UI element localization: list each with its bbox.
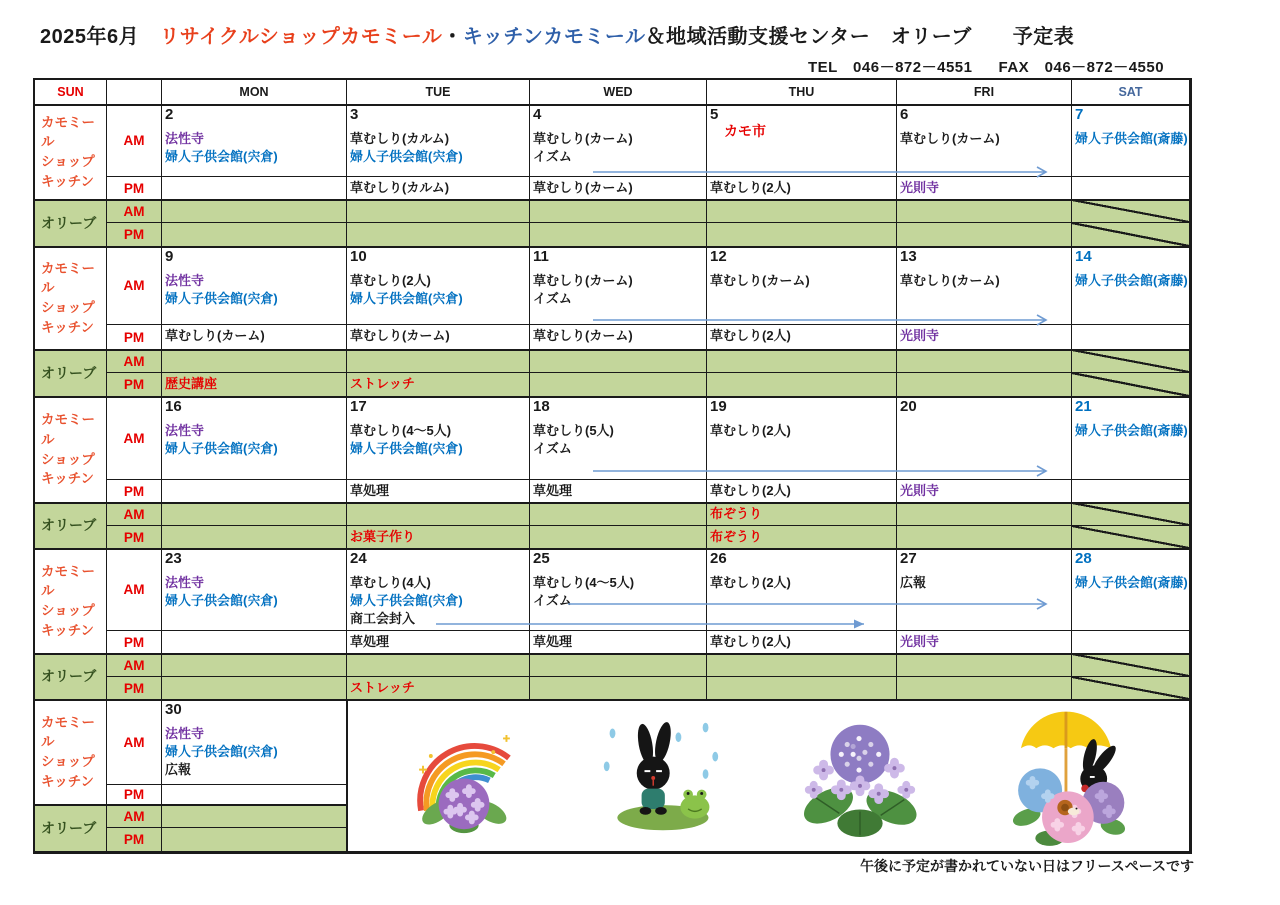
chamomile-label-line: ショップ xyxy=(41,603,95,618)
cell-date: 26 xyxy=(710,550,727,567)
event-text: 布ぞうり xyxy=(710,529,763,544)
chamomile-label-line: ショップ xyxy=(41,300,95,315)
cell-date: 10 xyxy=(350,248,367,265)
table-separator-line xyxy=(35,104,1190,106)
cell-date: 11 xyxy=(533,248,549,265)
event-text: 草むしり(カーム) xyxy=(350,328,450,343)
table-separator-line xyxy=(35,199,1190,201)
event-text: 草むしり(カーム) xyxy=(165,328,265,343)
cell-pm-mon xyxy=(162,177,347,200)
chamomile-label-line: ショップ xyxy=(41,754,95,769)
olive-label: オリーブ xyxy=(35,805,107,852)
table-separator-line xyxy=(35,653,1190,655)
cell-olive-pm-thu xyxy=(707,526,897,549)
title-kitchen: キッチンカモミール xyxy=(462,26,646,48)
cell-pm-fri xyxy=(897,177,1072,200)
table-separator-line xyxy=(35,548,1190,550)
cell-pm-tue xyxy=(347,325,530,350)
cell-date: 24 xyxy=(350,550,367,567)
cell-am-sat xyxy=(1072,105,1190,177)
event-text: 法性寺 xyxy=(165,273,205,288)
chamomile-shop-kitchen-label xyxy=(35,549,107,654)
header-SUN: SUN xyxy=(35,80,107,105)
cell-olive-pm-mon xyxy=(162,373,347,397)
table-separator-line xyxy=(35,246,1190,248)
cell-olive-pm-thu xyxy=(707,223,897,247)
cell-am-mon xyxy=(162,105,347,177)
event-text: 商工会封入 xyxy=(350,611,416,626)
am-label: AM xyxy=(107,397,162,480)
event-text: 草むしり(2人) xyxy=(710,575,791,590)
cell-olive-am-thu xyxy=(707,350,897,373)
am-label: AM xyxy=(107,549,162,631)
cell-am-mon xyxy=(162,397,347,480)
event-text: 光則寺 xyxy=(900,328,940,343)
chamomile-label-line: キッチン xyxy=(41,622,95,638)
cell-olive-pm-fri xyxy=(897,373,1072,397)
event-text: 婦人子供会館(宍倉) xyxy=(165,149,278,164)
pm-label: PM xyxy=(107,325,162,350)
cell-olive-pm-thu xyxy=(707,373,897,397)
cell-am-sat xyxy=(1072,247,1190,325)
cell-olive-pm-tue xyxy=(347,373,530,397)
event-text: 草処理 xyxy=(350,634,390,649)
event-text: 草むしり(4～5人) xyxy=(350,423,452,438)
event-text: 婦人子供会館(宍倉) xyxy=(165,593,278,608)
cell-olive-pm-mon xyxy=(162,828,347,852)
event-text: 草むしり(2人) xyxy=(350,273,431,288)
am-label: AM xyxy=(107,247,162,325)
cell-pm-thu xyxy=(707,480,897,503)
olive-am-label: AM xyxy=(107,805,162,828)
cell-olive-am-wed xyxy=(530,503,707,526)
event-text: イズム xyxy=(533,291,572,306)
table-separator-line xyxy=(35,396,1190,398)
cell-am-fri xyxy=(897,549,1072,631)
cell-pm-tue xyxy=(347,177,530,200)
event-text: 婦人子供会館(斎藤) xyxy=(1075,575,1188,590)
am-label: AM xyxy=(107,700,162,785)
cell-olive-am-tue xyxy=(347,200,530,223)
event-text: 婦人子供会館(宍倉) xyxy=(350,149,463,164)
event-text: 光則寺 xyxy=(900,634,940,649)
header-TUE: TUE xyxy=(347,80,530,105)
event-text: 草むしり(2人) xyxy=(710,180,791,195)
cell-date: 25 xyxy=(533,550,550,567)
cell-olive-am-sat xyxy=(1072,654,1190,677)
cell-date: 28 xyxy=(1075,550,1092,567)
cell-am-thu xyxy=(707,549,897,631)
cell-olive-pm-thu xyxy=(707,677,897,700)
header-ampm-empty xyxy=(107,80,162,105)
event-text: 歴史講座 xyxy=(165,376,218,391)
cell-date: 27 xyxy=(900,550,917,567)
event-text: 草むしり(2人) xyxy=(710,483,791,498)
cell-am-mon xyxy=(162,549,347,631)
event-text: 婦人子供会館(斎藤) xyxy=(1075,423,1188,438)
olive-label: オリーブ xyxy=(35,200,107,247)
cell-olive-pm-mon xyxy=(162,223,347,247)
olive-label: オリーブ xyxy=(35,503,107,549)
event-text: 法性寺 xyxy=(165,726,205,741)
rabbit-frog-rain-illustration xyxy=(597,717,723,835)
cell-am-sat xyxy=(1072,549,1190,631)
cell-date: 2 xyxy=(165,106,174,123)
cell-pm-thu xyxy=(707,325,897,350)
cell-am-wed xyxy=(530,397,707,480)
cell-pm-mon xyxy=(162,325,347,350)
title-recycle-shop: リサイクルショップカモミール xyxy=(159,26,443,48)
footer-note: 午後に予定が書かれていない日はフリースペースです xyxy=(860,858,1195,874)
event-text: 草むしり(カーム) xyxy=(710,273,810,288)
event-text: 草むしり(4～5人) xyxy=(533,575,635,590)
cell-am-fri xyxy=(897,105,1072,177)
illustration-area xyxy=(347,700,1190,852)
cell-olive-pm-mon xyxy=(162,526,347,549)
event-text: ストレッチ xyxy=(350,376,415,391)
event-text: 草むしり(カルム) xyxy=(350,131,450,146)
olive-label: オリーブ xyxy=(35,654,107,700)
cell-pm-fri xyxy=(897,480,1072,503)
event-text: 広報 xyxy=(900,575,927,590)
event-text: 婦人子供会館(宍倉) xyxy=(165,291,278,306)
event-text: 婦人子供会館(斎藤) xyxy=(1075,131,1188,146)
event-text: 光則寺 xyxy=(900,483,940,498)
chamomile-shop-kitchen-label xyxy=(35,700,107,805)
cell-olive-am-fri xyxy=(897,503,1072,526)
olive-pm-label: PM xyxy=(107,223,162,247)
title-separator: ・ xyxy=(442,26,463,48)
cell-am-mon xyxy=(162,247,347,325)
cell-date: 17 xyxy=(350,398,367,415)
title-year-month: 2025年6月 xyxy=(40,26,140,48)
event-text: お菓子作り xyxy=(350,529,416,544)
cell-date: 20 xyxy=(900,398,917,415)
event-text: イズム xyxy=(533,593,572,608)
cell-am-fri xyxy=(897,247,1072,325)
am-label: AM xyxy=(107,105,162,177)
cell-am-wed xyxy=(530,105,707,177)
event-text: 法性寺 xyxy=(165,575,205,590)
cell-date: 12 xyxy=(710,248,727,265)
cell-date: 3 xyxy=(350,106,359,123)
cell-olive-am-wed xyxy=(530,350,707,373)
cell-am-wed xyxy=(530,247,707,325)
olive-am-label: AM xyxy=(107,654,162,677)
cell-pm-fri xyxy=(897,631,1072,654)
cell-pm-tue xyxy=(347,480,530,503)
olive-pm-label: PM xyxy=(107,373,162,397)
cell-olive-am-sat xyxy=(1072,200,1190,223)
cell-olive-pm-sat xyxy=(1072,223,1190,247)
header-THU: THU xyxy=(707,80,897,105)
hydrangea-bouquet-illustration xyxy=(796,707,924,845)
cell-date: 30 xyxy=(165,701,182,718)
cell-olive-am-tue xyxy=(347,654,530,677)
cell-pm-wed xyxy=(530,631,707,654)
olive-label: オリーブ xyxy=(35,350,107,397)
cell-date: 18 xyxy=(533,398,550,415)
contact-line xyxy=(808,56,1190,77)
tel-number: TEL 046－872－4551 xyxy=(808,59,973,76)
cell-am-tue xyxy=(347,397,530,480)
event-text: 婦人子供会館(宍倉) xyxy=(350,441,463,456)
cell-olive-pm-sat xyxy=(1072,526,1190,549)
cell-am-tue xyxy=(347,247,530,325)
cell-pm-mon xyxy=(162,631,347,654)
olive-am-label: AM xyxy=(107,350,162,373)
event-text: 婦人子供会館(宍倉) xyxy=(165,744,278,759)
chamomile-label-line: カモミール xyxy=(41,114,95,150)
event-text: 広報 xyxy=(165,762,192,777)
pm-label: PM xyxy=(107,480,162,503)
event-text: ストレッチ xyxy=(350,680,415,695)
olive-pm-label: PM xyxy=(107,526,162,549)
event-text: 草処理 xyxy=(533,634,573,649)
chamomile-label-line: キッチン xyxy=(41,773,95,789)
cell-olive-am-thu xyxy=(707,654,897,677)
cell-olive-am-tue xyxy=(347,350,530,373)
cell-olive-pm-wed xyxy=(530,223,707,247)
table-separator-line xyxy=(35,699,1190,701)
cell-am-tue xyxy=(347,105,530,177)
cell-am-wed xyxy=(530,549,707,631)
cell-olive-am-fri xyxy=(897,350,1072,373)
event-text: 草むしり(2人) xyxy=(710,423,791,438)
cell-olive-pm-fri xyxy=(897,677,1072,700)
event-text: 婦人子供会館(斎藤) xyxy=(1075,273,1188,288)
cell-olive-am-tue xyxy=(347,503,530,526)
cell-date: 14 xyxy=(1075,248,1092,265)
chamomile-label-line: キッチン xyxy=(41,471,95,487)
event-text: 草むしり(5人) xyxy=(533,423,614,438)
cell-am-tue xyxy=(347,549,530,631)
page-title xyxy=(40,20,1074,49)
cell-date: 21 xyxy=(1075,398,1092,415)
event-text: 草むしり(カルム) xyxy=(350,180,450,195)
chamomile-label-line: カモミール xyxy=(41,714,95,750)
cell-pm-sat xyxy=(1072,631,1190,654)
chamomile-label-line: カモミール xyxy=(41,563,95,599)
cell-olive-am-mon xyxy=(162,503,347,526)
event-text: イズム xyxy=(533,149,572,164)
event-text: 婦人子供会館(宍倉) xyxy=(165,441,278,456)
fax-number: FAX 046－872－4550 xyxy=(998,59,1165,76)
cell-olive-am-fri xyxy=(897,200,1072,223)
header-SAT: SAT xyxy=(1072,80,1190,105)
cell-pm-mon xyxy=(162,480,347,503)
cell-am-sat xyxy=(1072,397,1190,480)
schedule-table xyxy=(35,80,1190,852)
cell-olive-pm-mon xyxy=(162,677,347,700)
chamomile-label-line: キッチン xyxy=(41,173,95,189)
event-text: 婦人子供会館(宍倉) xyxy=(350,291,463,306)
event-text: 草むしり(4人) xyxy=(350,575,431,590)
event-text: 草むしり(カーム) xyxy=(900,273,1000,288)
cell-olive-pm-tue xyxy=(347,677,530,700)
olive-pm-label: PM xyxy=(107,677,162,700)
event-text: 法性寺 xyxy=(165,131,205,146)
cell-olive-pm-fri xyxy=(897,223,1072,247)
chamomile-shop-kitchen-label xyxy=(35,105,107,200)
event-text: 布ぞうり xyxy=(710,506,763,521)
olive-am-label: AM xyxy=(107,200,162,223)
cell-olive-am-sat xyxy=(1072,503,1190,526)
cell-pm-wed xyxy=(530,480,707,503)
chamomile-label-line: ショップ xyxy=(41,451,95,467)
cell-am-thu xyxy=(707,397,897,480)
cell-olive-pm-tue xyxy=(347,526,530,549)
event-text: 草むしり(カーム) xyxy=(900,131,1000,146)
table-separator-line xyxy=(35,804,347,806)
cell-pm-sat xyxy=(1072,480,1190,503)
cell-olive-pm-sat xyxy=(1072,373,1190,397)
cell-date: 6 xyxy=(900,106,909,123)
cell-am-thu xyxy=(707,247,897,325)
table-separator-line xyxy=(35,502,1190,504)
cell-pm-thu xyxy=(707,177,897,200)
umbrella-rabbit-hydrangea-illustration xyxy=(998,704,1132,848)
cell-olive-am-wed xyxy=(530,200,707,223)
cell-olive-pm-wed xyxy=(530,677,707,700)
cell-olive-pm-tue xyxy=(347,223,530,247)
cell-date: 7 xyxy=(1075,106,1084,123)
cell-date: 4 xyxy=(533,106,542,123)
title-suffix: ＆地域活動支援センター オリーブ 予定表 xyxy=(645,26,1075,48)
cell-pm-sat xyxy=(1072,177,1190,200)
event-text: 草むしり(カーム) xyxy=(533,131,633,146)
cell-date: 16 xyxy=(165,398,182,415)
cell-olive-am-mon xyxy=(162,200,347,223)
cell-date: 9 xyxy=(165,248,174,265)
cell-date: 5 カモ市 xyxy=(710,106,893,140)
cell-date: 13 xyxy=(900,248,917,265)
chamomile-shop-kitchen-label xyxy=(35,247,107,350)
cell-olive-pm-fri xyxy=(897,526,1072,549)
event-text: 婦人子供会館(宍倉) xyxy=(350,593,463,608)
event-text: イズム xyxy=(533,441,572,456)
chamomile-label-line: カモミール xyxy=(41,412,95,447)
cell-olive-pm-wed xyxy=(530,526,707,549)
pm-label: PM xyxy=(107,785,162,805)
cell-date: 23 xyxy=(165,550,182,567)
cell-pm-fri xyxy=(897,325,1072,350)
event-text: 光則寺 xyxy=(900,180,940,195)
event-text: 草むしり(カーム) xyxy=(533,273,633,288)
header-FRI: FRI xyxy=(897,80,1072,105)
rainbow-hydrangea-illustration xyxy=(405,715,523,837)
cell-am-thu xyxy=(707,105,897,177)
cell-olive-am-mon xyxy=(162,654,347,677)
cell-pm-mon xyxy=(162,785,347,805)
olive-pm-label: PM xyxy=(107,828,162,852)
chamomile-label-line: カモミール xyxy=(41,260,95,296)
event-text: 草処理 xyxy=(350,483,390,498)
cell-am-fri xyxy=(897,397,1072,480)
event-text: 草むしり(2人) xyxy=(710,328,791,343)
cell-olive-am-fri xyxy=(897,654,1072,677)
cell-olive-am-wed xyxy=(530,654,707,677)
cell-pm-tue xyxy=(347,631,530,654)
cell-olive-am-mon xyxy=(162,350,347,373)
cell-olive-am-thu xyxy=(707,503,897,526)
pm-label: PM xyxy=(107,177,162,200)
event-text: 草むしり(カーム) xyxy=(533,328,633,343)
cell-olive-am-thu xyxy=(707,200,897,223)
event-text: 草むしり(2人) xyxy=(710,634,791,649)
chamomile-label-line: ショップ xyxy=(41,154,95,169)
cell-date: 19 xyxy=(710,398,727,415)
event-text: 法性寺 xyxy=(165,423,205,438)
cell-olive-am-sat xyxy=(1072,350,1190,373)
header-WED: WED xyxy=(530,80,707,105)
olive-am-label: AM xyxy=(107,503,162,526)
chamomile-label-line: キッチン xyxy=(41,319,95,335)
header-MON: MON xyxy=(162,80,347,105)
cell-pm-wed xyxy=(530,177,707,200)
cell-olive-pm-sat xyxy=(1072,677,1190,700)
cell-am-mon xyxy=(162,700,347,785)
cell-pm-wed xyxy=(530,325,707,350)
table-separator-line xyxy=(35,349,1190,351)
chamomile-shop-kitchen-label xyxy=(35,397,107,503)
cell-olive-pm-wed xyxy=(530,373,707,397)
event-text: 草処理 xyxy=(533,483,573,498)
event-text: 草むしり(カーム) xyxy=(533,180,633,195)
cell-olive-am-mon xyxy=(162,805,347,828)
cell-pm-thu xyxy=(707,631,897,654)
cell-pm-sat xyxy=(1072,325,1190,350)
pm-label: PM xyxy=(107,631,162,654)
cell-inline-event: カモ市 xyxy=(724,123,766,139)
